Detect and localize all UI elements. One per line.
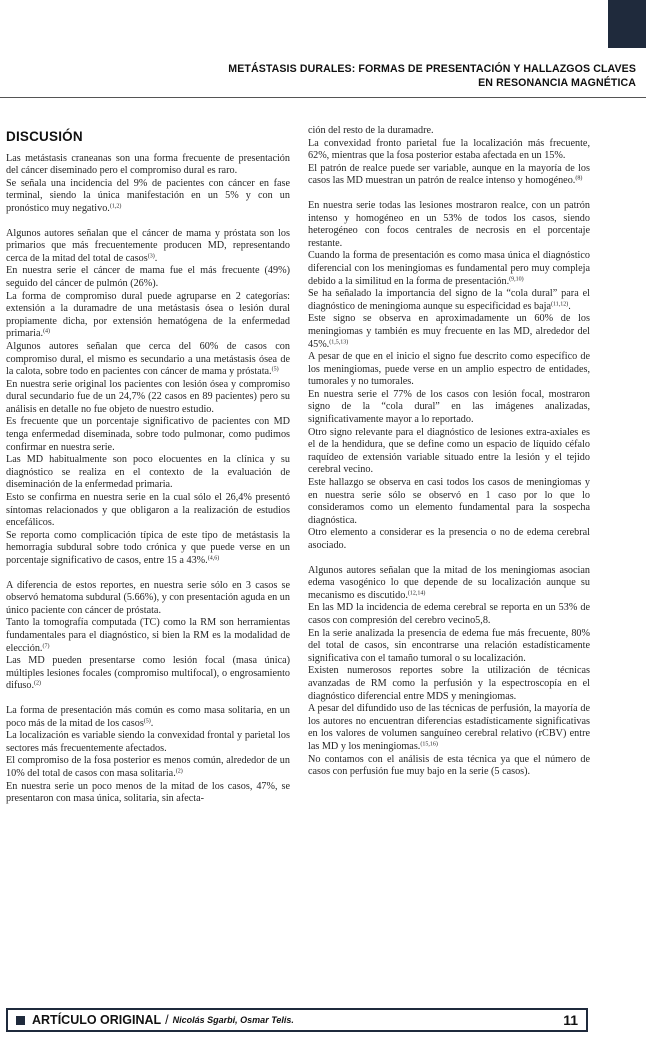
paragraph	[308, 288, 590, 313]
side-color-bar	[608, 0, 646, 48]
paragraph-text: Se ha señalado la importancia del signo de la “cola dural” para el diagnóstico de meningioma aunque su especificidad es baja	[308, 288, 590, 312]
paragraph	[6, 379, 290, 417]
paragraph	[6, 228, 290, 266]
citation-ref: (4,6)	[207, 555, 220, 562]
paragraph-text: A pesar de que en el inicio el signo fue descrito como específico de los meningiomas, puede verse en un amplio espectro de entidades, tumorales y no tumorales.	[308, 351, 590, 388]
paragraph	[308, 565, 590, 603]
paragraph	[6, 755, 290, 780]
paragraph-text: Se reporta como complicación típica de este tipo de metástasis la hemorragia subdural sobre todo crónica y que puede verse en un porcentaje significativo de casos, entre 15 a 43%.	[6, 529, 290, 566]
citation-ref: (15,16)	[420, 741, 438, 748]
citation-ref: (7)	[42, 643, 50, 650]
paragraph	[308, 250, 590, 288]
paragraph	[308, 477, 590, 527]
paragraph-text: Es frecuente que un porcentaje significativo de pacientes con MD tenga enfermedad diseminada, sobre todo pulmonar, como pudimos confirmar en nuestra serie.	[6, 416, 290, 453]
paragraph-text: No contamos con el análisis de esta técnica ya que el número de casos con perfusión fue muy bajo en la serie (5 casos).	[308, 753, 590, 778]
paragraph-text: Este hallazgo se observa en casi todos los casos de meningiomas y en nuestra serie sólo se observó en 1 caso por lo que lo consideramos como un elemento fundamental para la sospecha diagnóstica.	[308, 477, 590, 526]
paragraph	[6, 580, 290, 618]
paragraph	[308, 313, 590, 351]
paragraph	[6, 730, 290, 755]
paragraph	[6, 655, 290, 693]
paragraph-text: Tanto la tomografía computada (TC) como la RM son herramientas fundamentales para el diagnóstico, si bien la RM es la modalidad de elección.	[6, 617, 290, 654]
paragraph	[6, 705, 290, 730]
paragraph-text: ción del resto de la duramadre.	[308, 125, 434, 136]
paragraph	[308, 138, 590, 163]
paragraph	[308, 628, 590, 666]
paragraph	[308, 602, 590, 627]
citation-ref: (5)	[271, 366, 279, 373]
citation-ref: (12,14)	[407, 590, 426, 597]
citation-ref: (11,12)	[551, 301, 569, 308]
paragraph	[308, 389, 590, 427]
paragraph-text: Este signo se observa en aproximadamente un 60% de los meningiomas y también es muy frecuente en las MD, alrededor del 45%.	[308, 313, 590, 350]
paragraph-text: En nuestra serie el 77% de los casos con lesión focal, mostraron signo de la “cola dural” en las imágenes analizadas, significativamente mayor a lo reportado.	[308, 388, 590, 426]
paragraph	[6, 416, 290, 454]
page-footer	[6, 1008, 588, 1032]
paragraph	[308, 703, 590, 753]
paragraph	[308, 754, 590, 779]
paragraph	[6, 153, 290, 178]
paragraph	[6, 341, 290, 379]
paragraph	[308, 427, 590, 477]
paragraph-text: Las MD habitualmente son poco elocuentes en la clínica y su diagnóstico se realiza en el contexto de la evaluación de diseminación de la enfermedad primaria.	[6, 454, 290, 491]
citation-ref: (3)	[147, 253, 155, 260]
paragraph	[6, 617, 290, 655]
paragraph-text: Existen numerosos reportes sobre la utilización de técnicas avanzadas de RM como la perfusión y la espectroscopía en el diagnóstico diferencial entre MDS y meningiomas.	[308, 665, 590, 702]
header-title-line-2: EN RESONANCIA MAGNÉTICA	[478, 76, 636, 89]
citation-ref: (1,5,13)	[329, 339, 349, 345]
paragraph-text: Algunos autores señalan que el cáncer de mama y próstata son los primarios que más frecuentemente producen MD, representando cerca de la mitad del total de casos	[6, 227, 290, 264]
paragraph-text: El compromiso de la fosa posterior es menos común, alrededor de un 10% del total de casos con masa solitaria.	[6, 755, 290, 779]
paragraph	[308, 665, 590, 703]
citation-ref: (2)	[175, 768, 183, 775]
paragraph-text: Algunos autores señalan que la mitad de los meningiomas asocian edema vasogénico lo que depende de su localización aunque su mecanismo es discutido.	[308, 564, 590, 601]
paragraph-tail: .	[568, 300, 571, 312]
paragraph-text: A diferencia de estos reportes, en nuestra serie sólo en 3 casos se observó hematoma subdural (5.66%), y con presentación aguda en un único paciente con cáncer de próstata.	[6, 579, 290, 616]
paragraph-text: La convexidad fronto parietal fue la localización más frecuente, 62%, mientras que la fosa posterior estaba afectada en un 15%.	[308, 137, 590, 162]
paragraph-text: Las metástasis craneanas son una forma frecuente de presentación del cáncer diseminado pero el compromiso dural es raro.	[6, 152, 290, 177]
paragraph-text: En las MD la incidencia de edema cerebral se reporta en un 53% de casos con compresión del cerebro vecino5,8.	[308, 602, 590, 626]
header-divider	[0, 97, 646, 98]
paragraph	[6, 454, 290, 492]
left-column	[6, 122, 290, 806]
paragraph-text: La localización es variable siendo la convexidad frontal y parietal los sectores más frecuentemente afectados.	[6, 730, 290, 754]
citation-ref: (5)	[143, 718, 151, 725]
paragraph-text: En nuestra serie un poco menos de la mitad de los casos, 47%, se presentaron con masa única, solitaria, sin afecta-	[6, 780, 290, 805]
paragraph	[6, 530, 290, 568]
footer-separator: /	[165, 1013, 169, 1027]
paragraph-text: En nuestra serie todas las lesiones mostraron realce, con un patrón intenso y homogéneo en un 53% de todos los casos, siendo heterogéneo con focos centrales de necrosis en el porcentaje restante.	[308, 199, 590, 249]
paragraph	[6, 492, 290, 530]
paragraph-text: Cuando la forma de presentación es como masa única el diagnóstico diferencial con los meningiomas es fundamental pero muy compleja debido a la similitud en la forma de presentación.	[308, 250, 590, 287]
footer-square-icon	[16, 1016, 25, 1025]
paragraph	[308, 351, 590, 389]
paragraph-text: Esto se confirma en nuestra serie en la cual sólo el 26,4% presentó síntomas relacionados y que obligaron a la realización de estudios encefálicos.	[6, 492, 290, 529]
paragraph-text: Se señala una incidencia del 9% de pacientes con cáncer en fase terminal, siendo la única manifestación en un 5% y con un pronóstico muy negativo.	[6, 177, 290, 214]
paragraph	[308, 200, 590, 250]
paragraph	[308, 527, 590, 552]
running-header	[76, 63, 636, 90]
paragraph-text: En nuestra serie el cáncer de mama fue el más frecuente (49%) seguido del cáncer de pulmón (26%).	[6, 265, 290, 289]
header-title-line-1: METÁSTASIS DURALES: FORMAS DE PRESENTACIÓN Y HALLAZGOS CLAVES	[228, 63, 636, 75]
paragraph-text: En nuestra serie original los pacientes con lesión ósea y compromiso dural secundario fue de un 24,7% (22 casos en 89 pacientes) pero su análisis en detalle no fue objeto de nuestro estudio.	[6, 378, 290, 415]
paragraph	[308, 163, 590, 188]
paragraph	[6, 265, 290, 290]
footer-authors: Nicolás Sgarbi, Osmar Telis.	[172, 1015, 294, 1025]
paragraph-text: Otro signo relevante para el diagnóstico de lesiones extra-axiales es el de la hendidura, que se define como un espacio de líquido céfalo raquídeo de extensión variable situado entre la lesión y el tejido cerebral vecino.	[308, 426, 590, 476]
paragraph	[6, 291, 290, 341]
section-title: DISCUSIÓN	[6, 129, 83, 144]
paragraph-text: Otro elemento a considerar es la presencia o no de edema cerebral asociado.	[308, 527, 590, 551]
citation-ref: (1,2)	[109, 203, 122, 210]
paragraph-text: En la serie analizada la presencia de edema fue más frecuente, 80% del total de casos, sin encontrarse una relación estadísticamente significativa con el tamaño tumoral o su localización.	[308, 627, 590, 664]
footer-section-label: ARTÍCULO ORIGINAL	[32, 1013, 162, 1027]
paragraph	[6, 178, 290, 216]
paragraph-text: A pesar del difundido uso de las técnicas de perfusión, la mayoría de los autores no encuentran diferencias estadísticamente significativas en los valores de volumen sanguíneo cerebral relativo (rCBV) entre las MD y los meningiomas.	[308, 703, 590, 752]
paragraph	[308, 125, 590, 138]
paragraph-text: El patrón de realce puede ser variable, aunque en la mayoría de los casos las MD muestran un patrón de realce intenso y homogéneo.	[308, 162, 590, 187]
paragraph-text: La forma de presentación más común es como masa solitaria, en un poco más de la mitad de los casos	[6, 704, 290, 729]
paragraph-text: Algunos autores señalan que cerca del 60% de casos con compromiso dural, el mismo es secundario a una metástasis ósea de la calota, sobre todo en pacientes con cáncer de mama y próstata.	[6, 340, 290, 378]
paragraph-text: Las MD pueden presentarse como lesión focal (masa única) múltiples lesiones focales (compromiso multifocal), o engrosamiento difuso.	[6, 655, 290, 692]
citation-ref: (9,10)	[509, 276, 524, 283]
citation-ref: (8)	[575, 175, 583, 182]
citation-ref: (2)	[34, 680, 42, 687]
paragraph	[6, 781, 290, 806]
paragraph-text: La forma de compromiso dural puede agruparse en 2 categorías: extensión a la duramadre de una metástasis ósea o lesión dural propiamente dicha, por extensión hematógena de la enfermedad primaria.	[6, 290, 290, 340]
paragraph-tail: .	[154, 252, 158, 264]
right-column	[308, 125, 590, 779]
page-number: 11	[563, 1012, 578, 1028]
citation-ref: (4)	[43, 328, 51, 335]
paragraph-tail: .	[150, 717, 154, 729]
